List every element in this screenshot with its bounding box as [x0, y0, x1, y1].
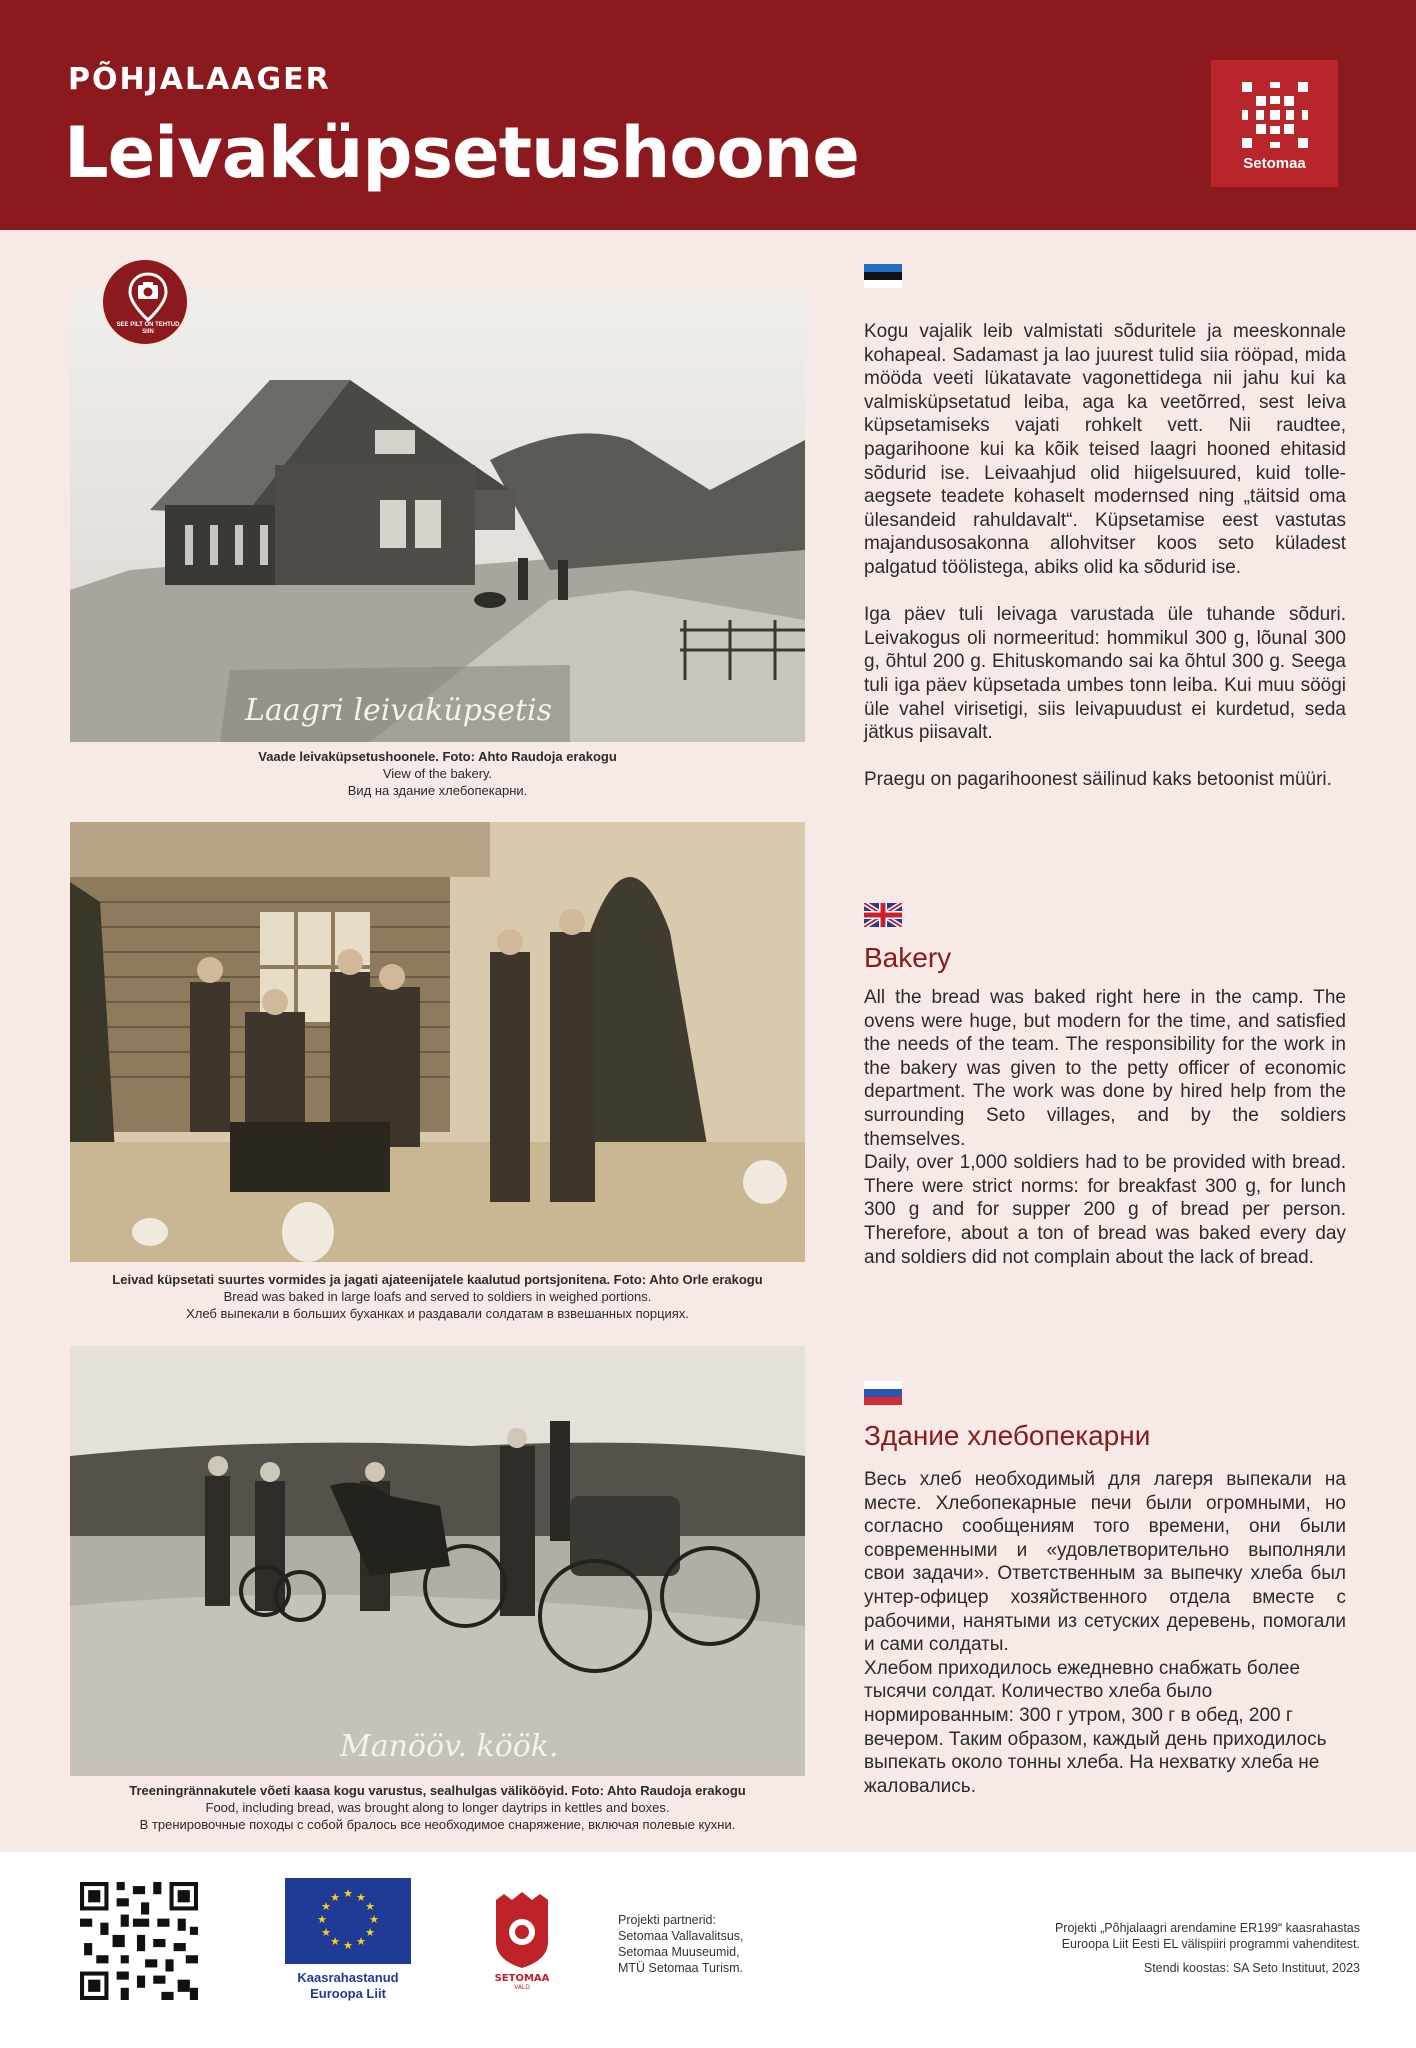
- russia-flag-icon: [864, 1381, 902, 1405]
- caption-ru: Хлеб выпекали в больших буханках и раздавали солдатам в взвешанных порциях.: [186, 1306, 689, 1321]
- en-paragraph: All the bread was baked right here in the camp. The ovens were huge, but modern for the time, and satisfied the needs of the team. The responsibility for the work in the bakery was given to the petty officer of economic department. The work was done by hired help from the surrounding Seto villages, and by the soldiers themselves.: [864, 987, 1346, 1150]
- et-paragraph: Iga päev tuli leivaga varustada üle tuhande sõduri. Leivakogus oli normeeritud: hommikul 300 g, lõunal 300 g, õhtul 200 g. Ehituskomando sai ka õhtul 300 g. Seega tuli iga päev küpsetada umbes tonn leiba. Kui muu söögi üle vahel virisetigi, siis leivapuudust ei kurdetud, seda jätkus piisavalt.: [864, 604, 1346, 744]
- caption-ru: Вид на здание хлебопекарни.: [347, 783, 528, 798]
- eu-caption-line: Euroopa Liit: [310, 1986, 386, 2001]
- partners-line: Setomaa Vallavalitsus,: [618, 1929, 744, 1943]
- eu-caption-line: Kaasrahastanud: [297, 1970, 399, 1985]
- crest-sub: VALD: [514, 1984, 530, 1990]
- caption-photo-2: [70, 1271, 805, 1322]
- caption-et: Vaade leivaküpsetushoonele. Foto: Ahto Raudoja erakogu: [258, 749, 617, 764]
- seto-pattern-icon: [1238, 78, 1312, 152]
- photo3-handwriting: Manööv. köök.: [340, 1729, 559, 1764]
- et-paragraph: Kogu vajalik leib valmistati sõduritele ja meeskonnale kohapeal. Sadamast ja lao juurest tulid siia rööpad, mida mööda veeti lükatavate vagonettidega nii jahu kui ka valmisküpsetatud leiba, aga ka veetõrred, sest leiva küpsetamiseks vajati rohkelt vett. Nii raudtee, pagarihoone kui ka kõik teised laagri hooned ehitasid sõdurid ise. Leivaahjud olid hiigelsuured, kuid tolle-aegsete teadete kohaselt modernsed ning „täitsid oma ülesandeid rahuldavalt“. Küpsetamise eest vastutas majandusosakonna allohvitser koos seto küladest palgatud töölistega, abiks olid ka sõdurid ise.: [864, 321, 1346, 578]
- ru-paragraph: Хлебом приходилось ежедневно снабжать более тысячи солдат. Количество хлеба было нормированным: 300 г утром, 300 г в обед, 200 г вечером. Таким образом, каждый день приходилось выпекать около тонны хлеба. На нехватку хлеба не жаловались.: [864, 1657, 1327, 1797]
- uk-flag-icon: [864, 903, 902, 927]
- svg-text:★: ★: [330, 1891, 340, 1904]
- crest-text: SETOMAA: [494, 1973, 550, 1984]
- english-text: [864, 986, 1346, 1269]
- svg-text:★: ★: [369, 1913, 379, 1926]
- svg-text:★: ★: [330, 1935, 340, 1948]
- svg-text:★: ★: [343, 1887, 353, 1900]
- header-kicker: PÕHJALAAGER: [68, 62, 331, 97]
- photo1-handwriting: Laagri leivaküpsetis: [245, 693, 553, 728]
- caption-ru: В тренировочные походы с собой бралось все необходимое снаряжение, включая полевые кухни.: [139, 1817, 736, 1832]
- svg-text:★: ★: [365, 1900, 375, 1913]
- page-title: Leivaküpsetushoone: [64, 112, 859, 194]
- caption-et: Treeningrännakutele võeti kaasa kogu varustus, sealhulgas välikööγid. Foto: Ahto Raudoja erakogu: [129, 1783, 746, 1798]
- logo-label: Setomaa: [1243, 155, 1306, 172]
- caption-en: Bread was baked in large loafs and served to soldiers in weighed portions.: [223, 1289, 652, 1304]
- caption-photo-3: [70, 1782, 805, 1833]
- funding-note: [1055, 1920, 1360, 1976]
- badge-label: SEE PILT ON TEHTUD SIIN: [116, 322, 180, 335]
- et-paragraph: Praegu on pagarihoonest säilinud kaks betoonist müüri.: [864, 769, 1332, 791]
- russian-text: [864, 1468, 1346, 1798]
- russian-title: Здание хлебопекарни: [864, 1420, 1151, 1451]
- partners-line: MTÜ Setomaa Turism.: [618, 1961, 744, 1975]
- caption-en: View of the bakery.: [382, 766, 493, 781]
- estonian-text: [864, 320, 1346, 815]
- svg-text:★: ★: [321, 1926, 331, 1939]
- caption-et: Leivad küpsetati suurtes vormides ja jagati ajateenijatele kaalutud portsjonitena. Foto: Ahto Orle erakogu: [112, 1272, 763, 1287]
- setomaa-crest-icon: [490, 1890, 554, 1990]
- svg-text:★: ★: [356, 1891, 366, 1904]
- camera-pin-icon: [127, 272, 169, 322]
- caption-en: Food, including bread, was brought along to longer daytrips in kettles and boxes.: [205, 1800, 670, 1815]
- svg-text:★: ★: [365, 1926, 375, 1939]
- project-partners: [618, 1912, 744, 1976]
- estonia-flag-icon: [864, 264, 902, 288]
- svg-text:★: ★: [356, 1935, 366, 1948]
- partners-line: Setomaa Muuseumid,: [618, 1945, 740, 1959]
- svg-text:★: ★: [321, 1900, 331, 1913]
- header-banner: [0, 0, 1416, 230]
- funding-credit: Stendi koostas: SA Seto Instituut, 2023: [1143, 1961, 1360, 1975]
- photo-location-badge: [100, 257, 190, 347]
- svg-text:★: ★: [317, 1913, 327, 1926]
- en-paragraph: Daily, over 1,000 soldiers had to be provided with bread. There were strict norms: for breakfast 300 g, for lunch 300 g and for supper 200 g of bread per person. Therefore, about a ton of bread was baked every day and soldiers did not complain about the lack of bread.: [864, 1152, 1346, 1268]
- partners-line: Projekti partnerid:: [618, 1913, 716, 1927]
- ru-paragraph: Весь хлеб необходимый для лагеря выпекали на месте. Хлебопекарные печи были огромными, но согласно сообщениям того времени, они были современными и «удовлетворительно выполняли свои задачи». Ответственным за выпечку хлеба был унтер-офицер хозяйственного отдела вместе с рабочими, нанятыми из сетуских деревень, помогали и сами солдаты.: [864, 1469, 1346, 1656]
- photo-bakery-building: [70, 290, 805, 742]
- photo-field-kitchen: [70, 1346, 805, 1776]
- svg-text:★: ★: [343, 1939, 353, 1952]
- eu-caption: [265, 1970, 431, 2002]
- funding-line: Projekti „Põhjalaagri arendamine ER199“ kaasrahastas: [1054, 1921, 1360, 1935]
- footer: [0, 1852, 1416, 2048]
- caption-photo-1: [70, 748, 805, 799]
- eu-flag-icon: [285, 1878, 411, 1964]
- setomaa-logo: [1211, 60, 1338, 187]
- english-title: Bakery: [864, 942, 952, 973]
- funding-line: Euroopa Liit Eesti EL välispiiri programmi vahenditest.: [1061, 1937, 1360, 1951]
- photo-soldiers-bread: [70, 822, 805, 1262]
- qr-code-icon[interactable]: [80, 1882, 198, 2000]
